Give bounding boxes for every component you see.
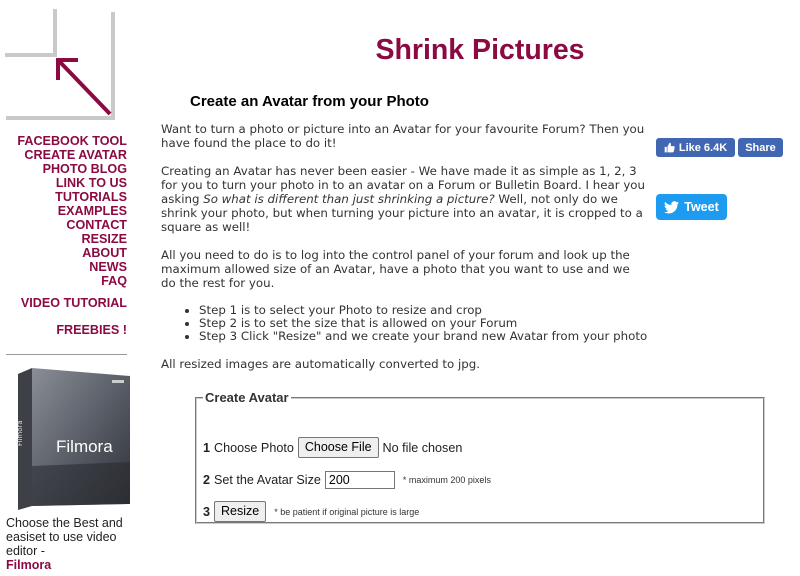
choose-file-button[interactable]: Choose File xyxy=(298,437,379,458)
description-text-2: Well, not only do we shrink your photo, but when turning your picture into an avatar, it is cropped to a square as well! xyxy=(161,192,643,234)
intro-paragraph: Want to turn a photo or picture into an Avatar for your favourite Forum? Then you have found the place to do it! xyxy=(161,122,645,150)
main-content xyxy=(161,122,646,385)
nav-examples[interactable]: EXAMPLES xyxy=(57,204,127,218)
nav-photo-blog[interactable]: PHOTO BLOG xyxy=(42,162,127,176)
thumbs-up-icon xyxy=(664,142,675,153)
form-row-resize xyxy=(203,501,419,522)
nav-about[interactable]: ABOUT xyxy=(82,246,127,260)
resize-note: * be patient if original picture is large xyxy=(274,506,420,517)
facebook-share-button[interactable]: Share xyxy=(738,138,783,157)
description-text-1: Creating an Avatar has never been easier - We have made it as simple as 1, 2, 3 for you to turn your photo in to an avatar on a Forum or Bulletin Board. I hear you asking xyxy=(161,164,646,206)
jpg-note: All resized images are automatically converted to jpg. xyxy=(161,357,480,371)
nav-news[interactable]: NEWS xyxy=(89,260,127,274)
form-row-choose-photo xyxy=(203,437,462,458)
description-emphasis: So what is different than just shrinking a picture? xyxy=(203,192,495,206)
page-heading: Create an Avatar from your Photo xyxy=(190,93,429,110)
nav-faq[interactable]: FAQ xyxy=(101,274,127,288)
twitter-bird-icon xyxy=(664,201,679,214)
nav-tutorials[interactable]: TUTORIALS xyxy=(55,190,127,204)
nav-link-to-us[interactable]: LINK TO US xyxy=(55,176,127,190)
instructions-paragraph: All you need to do is to log into the control panel of your forum and look up the maximum allowed size of an Avatar, have a photo that you want to use and we do the rest for you. xyxy=(161,248,630,290)
site-title: Shrink Pictures xyxy=(375,34,585,66)
promo-filmora-link[interactable]: Filmora xyxy=(6,558,52,572)
avatar-size-label: Set the Avatar Size xyxy=(214,473,321,487)
filmora-box-image[interactable] xyxy=(4,366,132,512)
resize-button[interactable]: Resize xyxy=(214,501,266,522)
box-product-name: Filmora xyxy=(56,437,113,456)
box-spine-text: Filmora xyxy=(16,420,24,446)
step-item-1: • Step 1 is to select your Photo to resize and crop xyxy=(199,304,719,317)
steps-list xyxy=(161,304,719,343)
no-file-chosen-text: No file chosen xyxy=(382,440,463,455)
site-logo[interactable] xyxy=(0,0,120,124)
tweet-label: Tweet xyxy=(684,200,719,214)
form-row-avatar-size xyxy=(203,471,491,489)
choose-photo-label: Choose Photo xyxy=(214,440,294,455)
tweet-button[interactable] xyxy=(656,194,727,220)
nav-facebook-tool[interactable]: FACEBOOK TOOL xyxy=(17,134,127,148)
nav-resize[interactable]: RESIZE xyxy=(81,232,127,246)
step-number-3: 3 xyxy=(203,504,211,519)
create-avatar-form xyxy=(195,390,765,524)
step-item-3: • Step 3 Click "Resize" and we create your brand new Avatar from your photo xyxy=(199,330,719,343)
step-number-2: 2 xyxy=(203,473,211,487)
avatar-size-input[interactable] xyxy=(325,471,395,489)
step-item-2: • Step 2 is to set the size that is allowed on your Forum xyxy=(199,317,719,330)
promo-caption xyxy=(6,516,126,572)
size-note: * maximum 200 pixels xyxy=(402,475,491,485)
form-legend: Create Avatar xyxy=(205,390,289,405)
nav-video-tutorial[interactable]: VIDEO TUTORIAL xyxy=(20,296,127,310)
left-navigation xyxy=(0,134,127,337)
nav-create-avatar[interactable]: CREATE AVATAR xyxy=(24,148,127,162)
description-paragraph xyxy=(161,164,646,234)
nav-contact[interactable]: CONTACT xyxy=(66,218,127,232)
facebook-like-button[interactable] xyxy=(656,138,735,157)
promo-caption-text: Choose the Best and easiset to use video editor - xyxy=(6,516,123,558)
step-number-1: 1 xyxy=(203,440,211,455)
nav-divider xyxy=(6,354,127,355)
nav-freebies[interactable]: FREEBIES ! xyxy=(56,323,127,337)
like-count-label: Like 6.4K xyxy=(678,141,728,154)
